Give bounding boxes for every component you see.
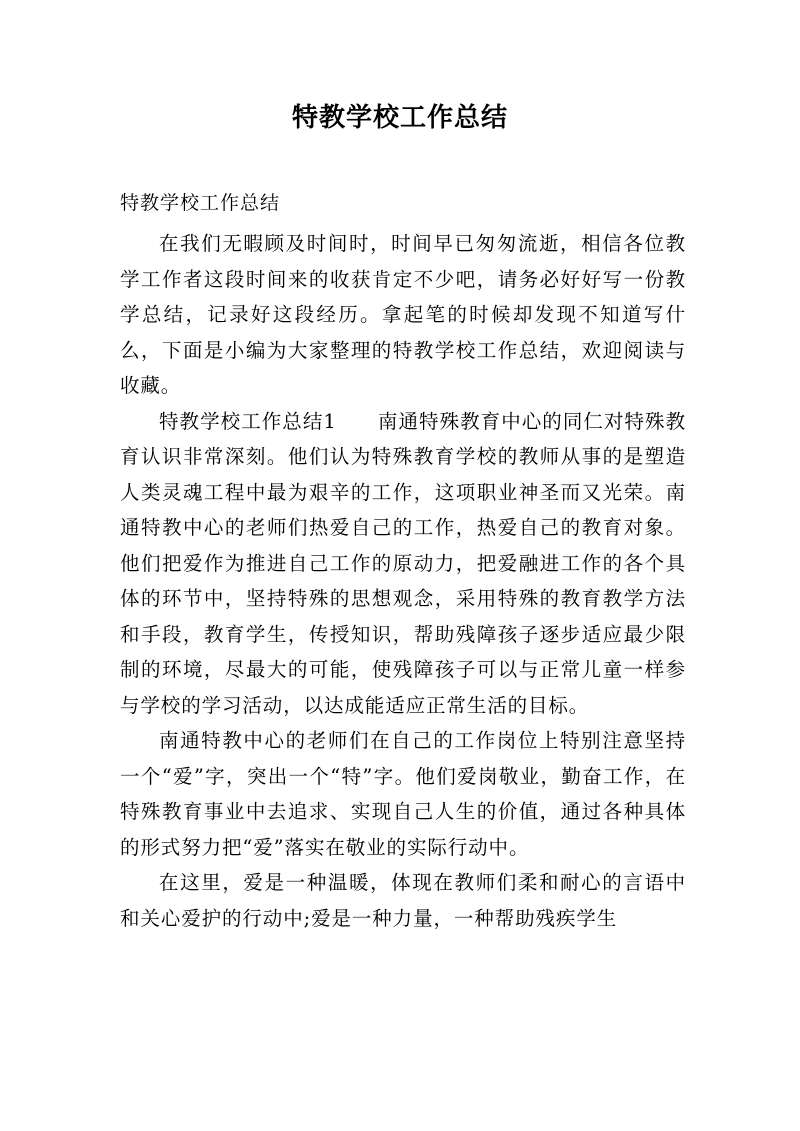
paragraph-summary-1: 特教学校工作总结1 南通特殊教育中心的同仁对特殊教育认识非常深刻。他们认为特殊教育学校的教师从事的是塑造人类灵魂工程中最为艰辛的工作，这项职业神圣而又光荣。南通特教中心的老师们热爱自己的工作，热爱自己的教育对象。他们把爱作为推进自己工作的原动力，把爱融进工作的各个具体的环节中，坚持特殊的思想观念，采用特殊的教育教学方法和手段，教育学生，传授知识，帮助残障孩子逐步适应最少限制的环境，尽最大的可能，使残障孩子可以与正常儿童一样参与学校的学习活动，以达成能适应正常生活的目标。 [120,409,686,717]
paragraph-love-warmth: 在这里，爱是一种温暖，体现在教师们柔和耐心的言语中和关心爱护的行动中;爱是一种力量，一种帮助残疾学生 [120,871,686,930]
paragraph-intro: 在我们无暇顾及时间时，时间早已匆匆流逝，相信各位教学工作者这段时间来的收获肯定不少吧，请务必好好写一份教学总结，记录好这段经历。拿起笔的时候却发现不知道写什么，下面是小编为大家整理的特教学校工作总结，欢迎阅读与收藏。 [120,232,686,397]
paragraph-love-special: 南通特教中心的老师们在自己的工作岗位上特别注意坚持一个“爱”字，突出一个“特”字。他们爱岗敬业，勤奋工作，在特殊教育事业中去追求、实现自己人生的价值，通过各种具体的形式努力把“爱”落实在敬业的实际行动中。 [120,729,686,859]
document-title: 特教学校工作总结 [291,103,508,133]
document-subtitle: 特教学校工作总结 [120,192,281,214]
document-body [120,226,686,936]
